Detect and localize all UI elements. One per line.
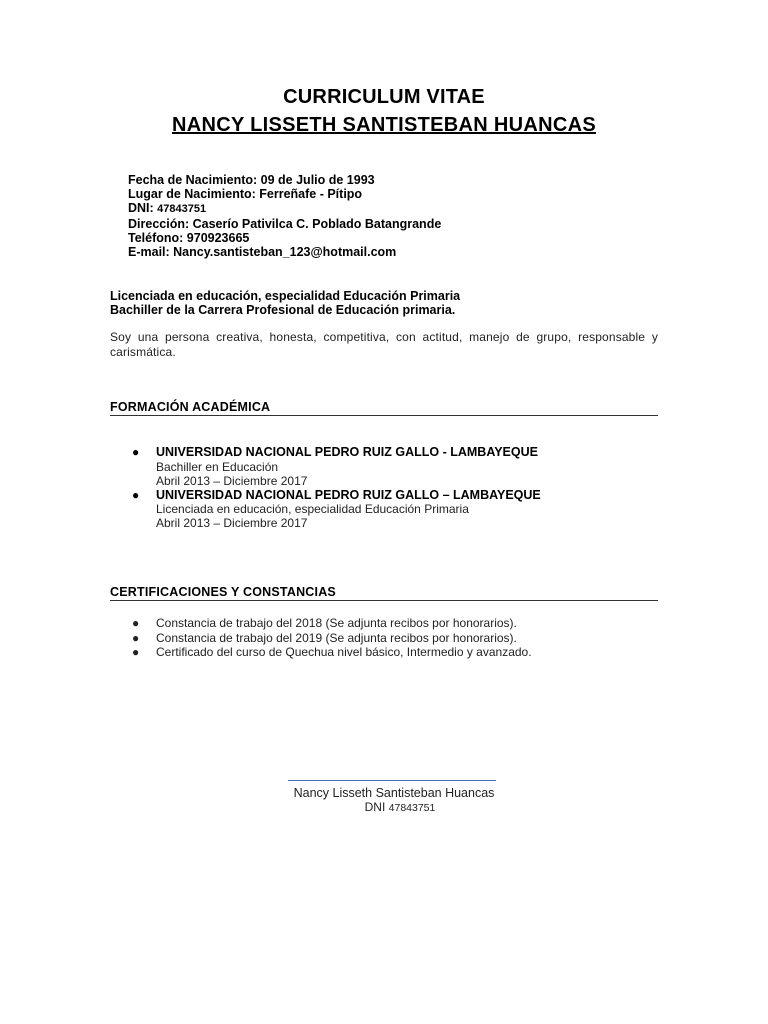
- candidate-name: NANCY LISSETH SANTISTEBAN HUANCAS: [171, 114, 596, 136]
- degrees-summary: [110, 289, 460, 317]
- section-heading-formacion: FORMACIÓN ACADÉMICA: [110, 400, 658, 416]
- bullet-icon: ●: [132, 445, 140, 459]
- dni-value: 47843751: [157, 203, 207, 216]
- bullet-icon: ●: [132, 630, 140, 645]
- profile-statement: Soy una persona creativa, honesta, competitiva, con actitud, manejo de grupo, responsable y carismática.: [110, 330, 658, 359]
- certification-item: [110, 616, 532, 631]
- certification-text: Constancia de trabajo del 2019 (Se adjunta recibos por honorarios).: [156, 630, 517, 645]
- signature-dni-label: DNI: [364, 800, 389, 814]
- degree-name: Licenciada en educación, especialidad Educación Primaria: [156, 502, 469, 516]
- bullet-icon: ●: [132, 487, 140, 502]
- signature-dni-value: 47843751: [388, 802, 436, 814]
- certification-item: [110, 645, 532, 660]
- education-item: [110, 445, 541, 488]
- signature-line: [288, 780, 496, 781]
- education-list: [110, 445, 541, 530]
- dni-label: DNI:: [128, 201, 158, 216]
- address: Dirección: Caserío Pativilca C. Poblado Batangrande: [128, 216, 442, 231]
- institution-name: UNIVERSIDAD NACIONAL PEDRO RUIZ GALLO - LAMBAYEQUE: [156, 445, 538, 459]
- certification-text: Certificado del curso de Quechua nivel básico, Intermedio y avanzado.: [156, 645, 532, 659]
- birth-date: Fecha de Nacimiento: 09 de Julio de 1993: [128, 173, 375, 187]
- certification-text: Constancia de trabajo del 2018 (Se adjunta recibos por honorarios).: [156, 616, 517, 630]
- degree-name: Bachiller en Educación: [156, 459, 279, 474]
- section-heading-certificaciones: CERTIFICACIONES Y CONSTANCIAS: [110, 585, 658, 601]
- dni: [128, 201, 441, 216]
- bullet-icon: ●: [132, 616, 140, 630]
- birth-place: Lugar de Nacimiento: Ferreñafe - Pítipo: [128, 187, 363, 202]
- signature-name: Nancy Lisseth Santisteban Huancas: [293, 786, 495, 800]
- document-title: CURRICULUM VITAE: [283, 86, 485, 108]
- personal-info: [128, 173, 441, 259]
- education-item: [110, 488, 541, 531]
- study-period: Abril 2013 – Diciembre 2017: [156, 516, 308, 530]
- certifications-list: [110, 616, 532, 660]
- bullet-icon: ●: [132, 645, 140, 659]
- institution-name: UNIVERSIDAD NACIONAL PEDRO RUIZ GALLO – LAMBAYEQUE: [156, 487, 541, 502]
- signature-dni: [0, 800, 768, 816]
- study-period: Abril 2013 – Diciembre 2017: [156, 473, 308, 488]
- degree-line-1: Licenciada en educación, especialidad Educación Primaria: [110, 289, 461, 303]
- degree-line-2: Bachiller de la Carrera Profesional de Educación primaria.: [110, 303, 456, 318]
- phone: Teléfono: 970923665: [128, 230, 250, 245]
- certification-item: [110, 631, 532, 646]
- email: E-mail: Nancy.santisteban_123@hotmail.com: [128, 245, 397, 260]
